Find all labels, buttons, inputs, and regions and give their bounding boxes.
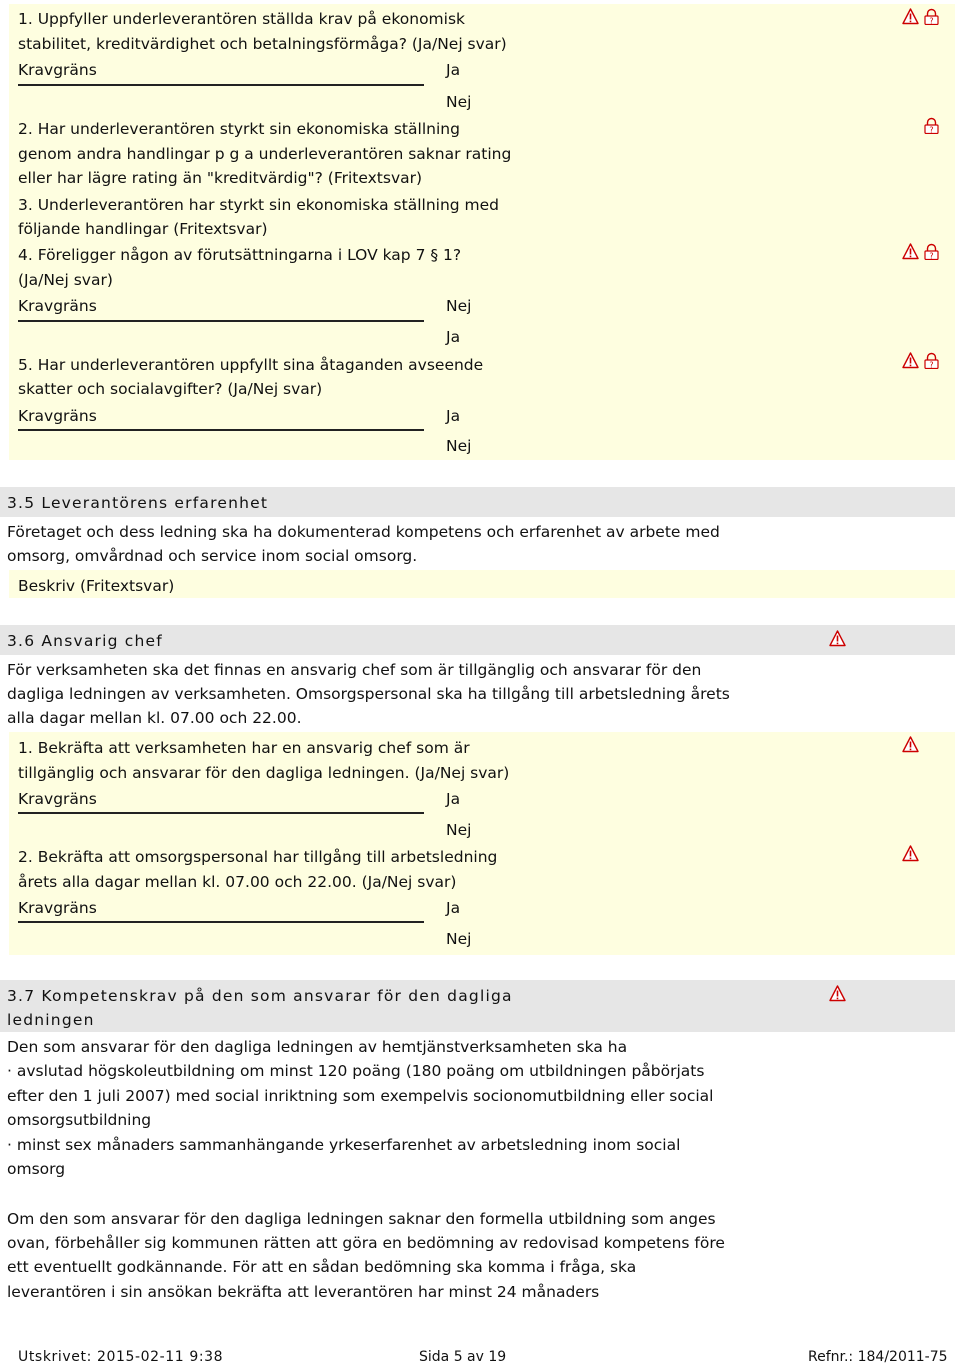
s36-q1-kravgrans-label: Kravgräns [18,790,97,808]
warning-icon[interactable] [829,630,846,647]
q4-icons [902,243,940,260]
s36-q1-option-nej[interactable]: Nej [446,821,472,839]
s36-q1-option-ja[interactable]: Ja [446,790,461,808]
q1-kravgrans-line [18,84,424,86]
q3-text-1: 3. Underleverantören har styrkt sin ekonomiska ställning med [18,196,500,214]
q1-option-ja[interactable]: Ja [446,61,461,79]
section-3-7-body2-4: leverantören i sin ansökan bekräfta att leverantören har minst 24 månaders [7,1283,600,1301]
s36-q1-kravgrans-line [18,812,424,814]
q4-text-2: (Ja/Nej svar) [18,271,113,289]
s36-q2-icons [902,845,919,862]
q2-text-1: 2. Har underleverantören styrkt sin ekonomiska ställning [18,120,460,138]
s36-q2-option-nej[interactable]: Nej [446,930,472,948]
help-lock-icon[interactable] [923,352,940,369]
q4-option-ja[interactable]: Ja [446,328,461,346]
section-3-7-body-1: Den som ansvarar för den dagliga ledningen av hemtjänstverksamheten ska ha [7,1038,628,1056]
help-lock-icon[interactable] [923,243,940,260]
q2-text-3: eller har lägre rating än "kreditvärdig"? (Fritextsvar) [18,169,423,187]
warning-icon[interactable] [829,985,846,1002]
q5-icons [902,352,940,369]
section-3-6-body-3: alla dagar mellan kl. 07.00 och 22.00. [7,709,302,727]
q5-kravgrans-label: Kravgräns [18,407,97,425]
help-lock-icon[interactable] [923,117,940,134]
q4-kravgrans-line [18,320,424,322]
section-3-7-body-2: · avslutad högskoleutbildning om minst 120 poäng (180 poäng om utbildningen påbörjats [7,1062,705,1080]
section-3-6-heading: 3.6 Ansvarig chef [7,632,163,650]
footer-printed: Utskrivet: 2015-02-11 9:38 [18,1349,224,1365]
q1-option-nej[interactable]: Nej [446,93,472,111]
section-3-7-heading-1: 3.7 Kompetenskrav på den som ansvarar för den dagliga [7,987,513,1005]
q4-text-1: 4. Föreligger någon av förutsättningarna i LOV kap 7 § 1? [18,246,462,264]
help-lock-icon[interactable] [923,8,940,25]
s36-q2-kravgrans-line [18,921,424,923]
q5-text-1: 5. Har underleverantören uppfyllt sina åtaganden avseende [18,356,484,374]
q1-text-2: stabilitet, kreditvärdighet och betalningsförmåga? (Ja/Nej svar) [18,35,507,53]
q2-text-2: genom andra handlingar p g a underleverantören saknar rating [18,145,512,163]
q5-text-2: skatter och socialavgifter? (Ja/Nej svar) [18,380,323,398]
warning-icon[interactable] [902,845,919,862]
section-3-7-body-6: omsorg [7,1160,66,1178]
section-3-5-body-2: omsorg, omvårdnad och service inom social omsorg. [7,547,418,565]
s36-q1-icons [902,736,919,753]
q1-kravgrans-label: Kravgräns [18,61,97,79]
section-3-7-body-5: · minst sex månaders sammanhängande yrkeserfarenhet av arbetsledning inom social [7,1136,681,1154]
section-3-7-heading-2: ledningen [7,1011,95,1029]
q5-option-nej[interactable]: Nej [446,437,472,455]
s36-q2-text-2: årets alla dagar mellan kl. 07.00 och 22.00. (Ja/Nej svar) [18,873,457,891]
s36-q2-option-ja[interactable]: Ja [446,899,461,917]
section-3-6-body-2: dagliga ledningen av verksamheten. Omsorgspersonal ska ha tillgång till arbetsledning årets [7,685,730,703]
q1-text-1: 1. Uppfyller underleverantören ställda krav på ekonomisk [18,10,466,28]
section-3-6-icons [829,630,846,647]
q5-kravgrans-line [18,429,424,431]
warning-icon[interactable] [902,736,919,753]
section-3-5-body-1: Företaget och dess ledning ska ha dokumenterad kompetens och erfarenhet av arbete med [7,523,720,541]
section-3-7-body-3: efter den 1 juli 2007) med social inriktning som exempelvis socionomutbildning eller social [7,1087,714,1105]
section-3-5-heading: 3.5 Leverantörens erfarenhet [7,494,269,512]
s36-q2-kravgrans-label: Kravgräns [18,899,97,917]
warning-icon[interactable] [902,8,919,25]
section-3-7-body2-2: ovan, förbehåller sig kommunen rätten att göra en bedömning av redovisad kompetens före [7,1234,725,1252]
q5-option-ja[interactable]: Ja [446,407,461,425]
section-3-7-body2-3: ett eventuellt godkännande. För att en sådan bedömning ska komma i fråga, ska [7,1258,637,1276]
warning-icon[interactable] [902,352,919,369]
section-3-7-body2-1: Om den som ansvarar för den dagliga ledningen saknar den formella utbildning som anges [7,1210,716,1228]
q1-icons [902,8,940,25]
s36-q1-text-1: 1. Bekräfta att verksamheten har en ansvarig chef som är [18,739,470,757]
section-3-5-field-label: Beskriv (Fritextsvar) [18,577,175,595]
footer-page-number: Sida 5 av 19 [419,1349,507,1365]
q4-kravgrans-label: Kravgräns [18,297,97,315]
s36-q1-text-2: tillgänglig och ansvarar för den dagliga ledningen. (Ja/Nej svar) [18,764,510,782]
q4-option-nej[interactable]: Nej [446,297,472,315]
section-3-7-icons [829,985,846,1002]
s36-q2-text-1: 2. Bekräfta att omsorgspersonal har tillgång till arbetsledning [18,848,498,866]
warning-icon[interactable] [902,243,919,260]
q3-text-2: följande handlingar (Fritextsvar) [18,220,268,238]
section-3-7-body-4: omsorgsutbildning [7,1111,152,1129]
footer-reference: Refnr.: 184/2011-75 [808,1349,948,1365]
section-3-6-body-1: För verksamheten ska det finnas en ansvarig chef som är tillgänglig och ansvarar för den [7,661,702,679]
q2-icons [923,117,940,134]
